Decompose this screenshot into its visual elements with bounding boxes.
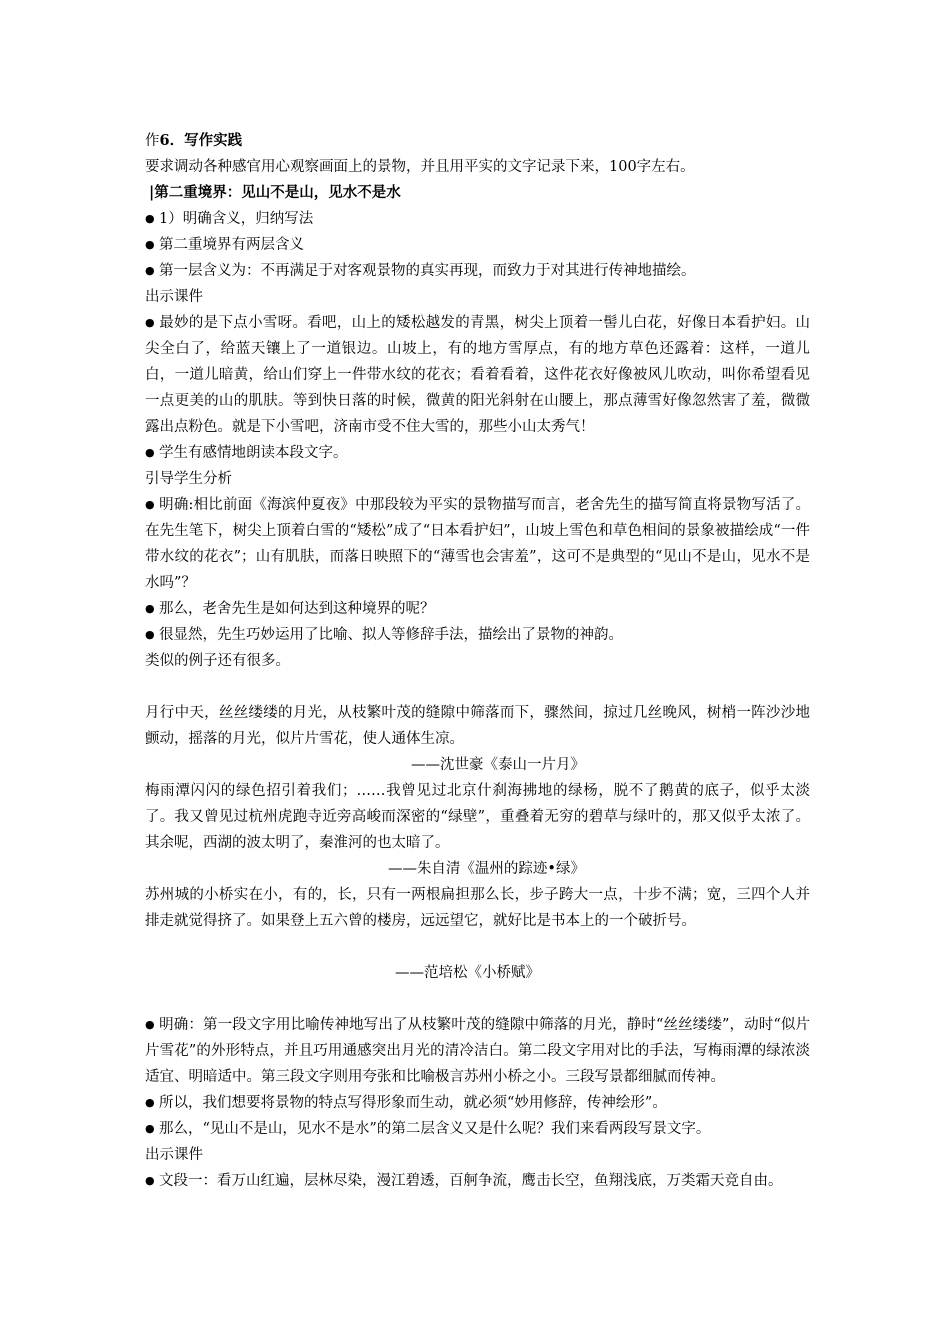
heading-prefix: 作 <box>145 133 160 149</box>
spacer <box>145 674 810 700</box>
show-slide-note: 出示课件 <box>145 1147 203 1163</box>
guide-note: 引导学生分析 <box>145 471 232 487</box>
bullet-paragraph-laoshe: ● 最妙的是下点小雪呀。看吧，山上的矮松越发的青黑，树尖上顶着一髻儿白花，好像日本看护妇。山尖全白了，给蓝天镶上了一道银边。山坡上，有的地方雪厚点，有的地方草色还露着：这样，一道儿白，一道儿暗黄，给山们穿上一件带水纹的花衣；看着看着，这件花衣好像被风儿吹动，叫你希望看见一点更美的山的肌肤。等到快日落的时候，微黄的阳光斜射在山腰上，那点薄雪好像忽然害了羞，微微露出点粉色。就是下小雪吧，济南市受不住大雪的，那些小山太秀气！ <box>145 310 810 440</box>
requirement-paragraph: 要求调动各种感官用心观察画面上的景物，并且用平实的文字记录下来，100字左右。 <box>145 159 695 175</box>
example-attribution-3: ——范培松《小桥赋》 <box>395 965 540 981</box>
bullet-item: ● 那么，老舍先生是如何达到这种境界的呢？ <box>145 596 810 622</box>
bullet-item: ● 1）明确含义，归纳写法 <box>145 206 810 232</box>
bullet-item: ● 学生有感情地朗读本段文字。 <box>145 440 810 466</box>
example-attribution-2: ——朱自清《温州的踪迹•绿》 <box>387 861 585 877</box>
subsection-title: |第二重境界：见山不是山，见水不是水 <box>149 184 401 201</box>
example-paragraph-2: 梅雨潭闪闪的绿色招引着我们；……我曾见过北京什刹海拂地的绿杨，脱不了鹅黄的底子，似乎太淡了。我又曾见过杭州虎跑寺近旁高峻而深密的“绿壁”，重叠着无穷的碧草与绿叶的，那又似乎太浓了。其余呢，西湖的波太明了，秦淮河的也太暗了。 <box>145 783 810 851</box>
heading-title: 6．写作实践 <box>159 132 243 149</box>
bullet-item: ● 第二重境界有两层含义 <box>145 232 810 258</box>
bullet-item: ● 所以，我们想要将景物的特点写得形象而生动，就必须“妙用修辞，传神绘形”。 <box>145 1090 810 1116</box>
example-paragraph-3: 苏州城的小桥实在小，有的，长，只有一两根扁担那么长，步子跨大一点，十步不满；宽，三四个人并排走就觉得挤了。如果登上五六曾的楼房，远远望它，就好比是书本上的一个破折号。 <box>145 887 810 929</box>
show-slide-note: 出示课件 <box>145 289 203 305</box>
example-attribution-1: ——沈世豪《泰山一片月》 <box>411 757 585 773</box>
bullet-paragraph-conclusion: ● 明确：第一段文字用比喻传神地写出了从枝繁叶茂的缝隙中筛落的月光，静时“丝丝缕缕”，动时“似片片雪花”的外形特点，并且巧用通感突出月光的清冷洁白。第二段文字用对比的手法，写梅雨潭的绿浓淡适宜、明暗适中。第三段文字则用夸张和比喻极言苏州小桥之小。三段写景都细腻而传神。 <box>145 1012 810 1090</box>
bullet-item: ● 很显然，先生巧妙运用了比喻、拟人等修辞手法，描绘出了景物的神韵。 <box>145 622 810 648</box>
example-paragraph-1: 月行中天，丝丝缕缕的月光，从枝繁叶茂的缝隙中筛落而下，骤然间，掠过几丝晚风，树梢一阵沙沙地颤动，摇落的月光，似片片雪花，使人通体生凉。 <box>145 705 810 747</box>
similar-note: 类似的例子还有很多。 <box>145 653 290 669</box>
bullet-item: ● 第一层含义为：不再满足于对客观景物的真实再现，而致力于对其进行传神地描绘。 <box>145 258 810 284</box>
document-page <box>145 128 810 1194</box>
bullet-item: ● 那么，“见山不是山，见水不是水”的第二层含义又是什么呢？我们来看两段写景文字。 <box>145 1116 810 1142</box>
spacer <box>145 986 810 1012</box>
spacer <box>145 934 810 960</box>
section-heading <box>145 128 810 154</box>
bullet-paragraph-text1: ● 文段一：看万山红遍，层林尽染，漫江碧透，百舸争流，鹰击长空，鱼翔浅底，万类霜天竞自由。 <box>145 1168 810 1194</box>
bullet-paragraph-analysis: ● 明确:相比前面《海滨仲夏夜》中那段较为平实的景物描写而言，老舍先生的描写简直将景物写活了。在先生笔下，树尖上顶着白雪的“矮松”成了“日本看护妇”，山坡上雪色和草色相间的景象被描绘成“一件带水纹的花衣”；山有肌肤，而落日映照下的“薄雪也会害羞”，这可不是典型的“见山不是山，见水不是水吗”？ <box>145 492 810 596</box>
